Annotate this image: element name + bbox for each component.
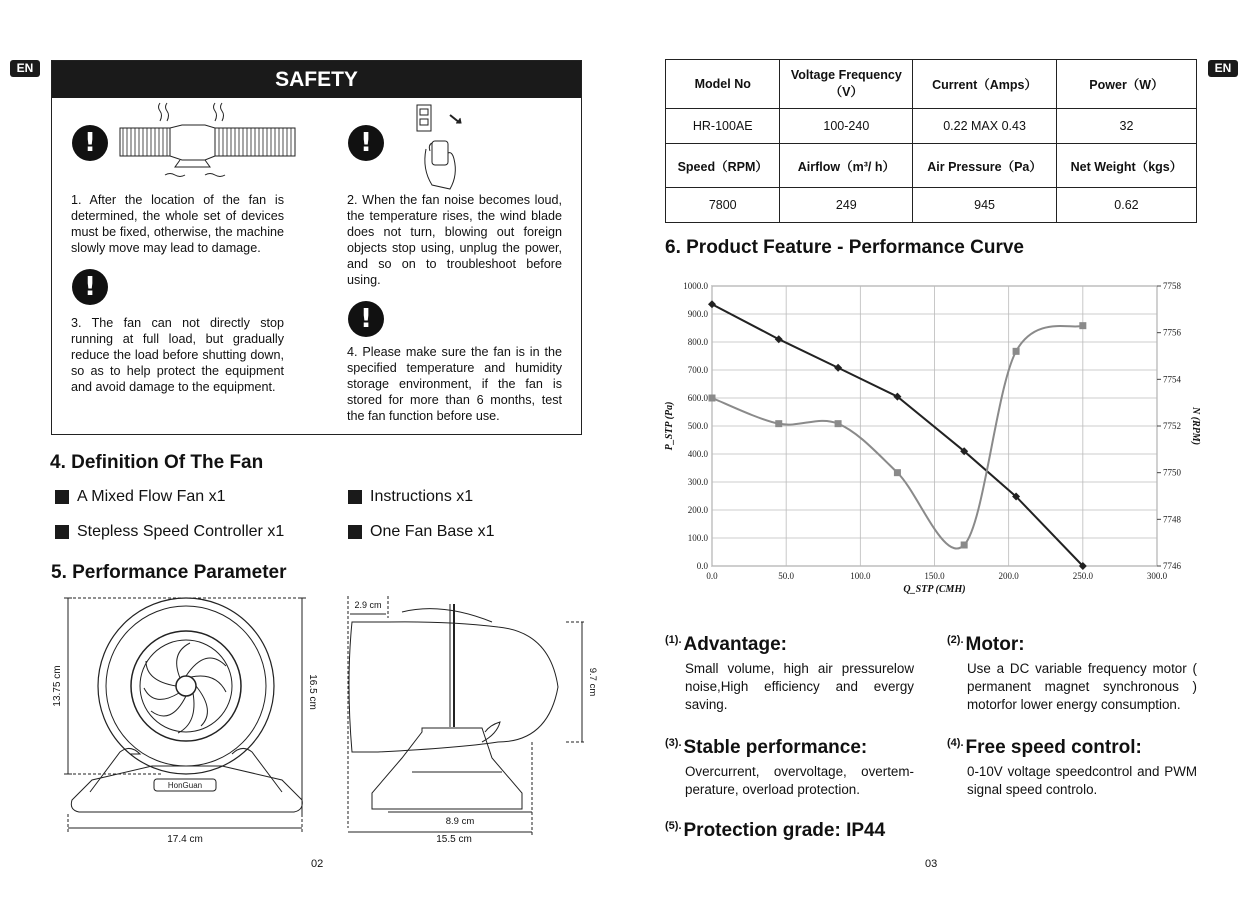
y2-tick-label: 7752 bbox=[1163, 421, 1181, 431]
data-point bbox=[834, 364, 842, 372]
x-tick-label: 50.0 bbox=[778, 571, 795, 581]
performance-curve-chart bbox=[660, 276, 1200, 606]
definition-item: A Mixed Flow Fan x1 bbox=[55, 488, 226, 506]
x-tick-label: 150.0 bbox=[924, 571, 945, 581]
warning-icon: ! bbox=[72, 269, 108, 305]
svg-text:2.9 cm: 2.9 cm bbox=[354, 600, 382, 610]
svg-text:8.9 cm: 8.9 cm bbox=[445, 816, 475, 827]
x-tick-label: 200.0 bbox=[998, 571, 1019, 581]
feature-text-advantage: Small volume, high air pressurelow noise,High efficiency and evergy saving. bbox=[685, 661, 914, 712]
data-point bbox=[775, 420, 782, 427]
warning-icon: ! bbox=[348, 125, 384, 161]
y2-tick-label: 7746 bbox=[1163, 561, 1181, 571]
spec-cell: 0.22 MAX 0.43 bbox=[913, 109, 1057, 144]
series-line bbox=[712, 304, 1083, 566]
feature-title-protection-grade: $^{(5).}$ Protection grade: IP44 bbox=[665, 820, 886, 841]
y-tick-label: 700.0 bbox=[687, 365, 708, 375]
fan-side-view-drawing bbox=[342, 592, 598, 850]
spec-header: Airflow（m³/ h） bbox=[780, 144, 913, 188]
y2-tick-label: 7754 bbox=[1163, 374, 1181, 385]
y2-axis-label: N (RPM) bbox=[1190, 406, 1201, 446]
duct-installation-illustration bbox=[120, 103, 320, 185]
y2-tick-label: 7750 bbox=[1163, 467, 1181, 478]
performance-parameter-title: 5. Performance Parameter bbox=[51, 562, 287, 583]
data-point bbox=[894, 469, 901, 476]
feature-text-stable-performance: Overcurrent, overvoltage, overtem-perature, overload protection. bbox=[685, 764, 914, 797]
feature-text-speed-control: 0-10V voltage speedcontrol and PWM signal speed controlo. bbox=[967, 764, 1197, 797]
x-tick-label: 250.0 bbox=[1072, 571, 1093, 581]
spec-cell: 32 bbox=[1056, 109, 1196, 144]
spec-header: Current（Amps） bbox=[913, 60, 1057, 109]
y-tick-label: 200.0 bbox=[687, 505, 708, 515]
svg-text:9.7 cm: 9.7 cm bbox=[587, 667, 598, 697]
feature-title-motor: $^{(2).}$ Motor: bbox=[947, 634, 1025, 655]
definition-title: 4. Definition Of The Fan bbox=[50, 452, 264, 473]
svg-text:15.5 cm: 15.5 cm bbox=[436, 834, 472, 845]
y-tick-label: 600.0 bbox=[687, 393, 708, 403]
series-line bbox=[712, 326, 1083, 549]
y2-tick-label: 7748 bbox=[1163, 514, 1181, 525]
spec-cell: 945 bbox=[913, 188, 1057, 223]
y-tick-label: 100.0 bbox=[687, 533, 708, 543]
svg-text:17.4 cm: 17.4 cm bbox=[167, 834, 203, 845]
warning-icon: ! bbox=[348, 301, 384, 337]
feature-title-stable-performance: $^{(3).}$ Stable performance: bbox=[665, 737, 868, 758]
performance-curve-title: 6. Product Feature - Performance Curve bbox=[665, 237, 1024, 258]
spec-cell: 0.62 bbox=[1056, 188, 1196, 223]
spec-cell: 249 bbox=[780, 188, 913, 223]
svg-text:16.5 cm: 16.5 cm bbox=[307, 674, 318, 710]
feature-text-motor: Use a DC variable frequency motor ( permanent magnet synchronous ) motorfor lower energy consumption. bbox=[967, 661, 1197, 712]
y-tick-label: 0.0 bbox=[696, 561, 708, 571]
definition-item: Stepless Speed Controller x1 bbox=[55, 523, 284, 541]
x-tick-label: 0.0 bbox=[706, 571, 718, 581]
spec-cell: 100-240 bbox=[780, 109, 913, 144]
y2-tick-label: 7758 bbox=[1163, 281, 1181, 291]
safety-item-2: 2. When the fan noise becomes loud, the temperature rises, the wind blade does not turn, blowing out foreign objects stop using, unplug the power, and so on to troubleshoot before using. bbox=[347, 193, 562, 287]
language-tag-right: EN bbox=[1208, 60, 1238, 77]
language-tag-left: EN bbox=[10, 60, 40, 77]
data-point bbox=[709, 395, 716, 402]
data-point bbox=[961, 542, 968, 549]
spec-header: Power（W） bbox=[1056, 60, 1196, 109]
spec-header: Speed（RPM） bbox=[666, 144, 780, 188]
x-axis-label: Q_STP (CMH) bbox=[903, 584, 966, 595]
y-tick-label: 400.0 bbox=[687, 449, 708, 459]
svg-text:13.75 cm: 13.75 cm bbox=[52, 665, 63, 707]
safety-title: SAFETY bbox=[52, 61, 581, 98]
spec-header: Model No bbox=[666, 60, 780, 109]
feature-title-advantage: $^{(1).}$ Advantage: bbox=[665, 634, 787, 655]
y-tick-label: 1000.0 bbox=[683, 281, 708, 291]
fan-front-view-drawing bbox=[52, 592, 322, 850]
spec-header: Air Pressure（Pa） bbox=[913, 144, 1057, 188]
warning-icon: ! bbox=[72, 125, 108, 161]
y-tick-label: 300.0 bbox=[687, 477, 708, 487]
spec-header: Net Weight（kgs） bbox=[1056, 144, 1196, 188]
unplug-hand-illustration bbox=[412, 101, 472, 193]
y-tick-label: 800.0 bbox=[687, 337, 708, 347]
x-tick-label: 300.0 bbox=[1146, 571, 1168, 581]
page-number-left: 02 bbox=[311, 858, 324, 870]
safety-item-3: 3. The fan can not directly stop running at full load, but gradually reduce the load before shutting down, so as to help protect the equipment and avoid damage to the equipment. bbox=[71, 316, 284, 394]
y-axis-label: P_STP (Pa) bbox=[664, 401, 675, 451]
definition-item: One Fan Base x1 bbox=[348, 523, 495, 541]
feature-title-speed-control: $^{(4).}$ Free speed control: bbox=[947, 737, 1142, 758]
spec-cell: 7800 bbox=[666, 188, 780, 223]
page-number-right: 03 bbox=[925, 858, 938, 870]
y-tick-label: 500.0 bbox=[687, 421, 708, 431]
data-point bbox=[1079, 322, 1086, 329]
svg-text:HonGuan: HonGuan bbox=[167, 781, 203, 790]
y2-tick-label: 7756 bbox=[1163, 327, 1181, 338]
y-tick-label: 900.0 bbox=[687, 309, 708, 319]
definition-item: Instructions x1 bbox=[348, 488, 473, 506]
spec-header: Voltage Frequency（V） bbox=[780, 60, 913, 109]
safety-item-1: 1. After the location of the fan is determined, the whole set of devices must be fixed, otherwise, the machine slowly move may lead to damage. bbox=[71, 193, 284, 255]
spec-cell: HR-100AE bbox=[666, 109, 780, 144]
safety-section bbox=[51, 60, 582, 435]
data-point bbox=[835, 420, 842, 427]
data-point bbox=[708, 300, 716, 308]
data-point bbox=[1013, 348, 1020, 355]
x-tick-label: 100.0 bbox=[850, 571, 871, 581]
safety-item-4: 4. Please make sure the fan is in the specified temperature and humidity storage environment, if the fan is stored for more than 6 months, test the fan function before use. bbox=[347, 345, 562, 423]
spec-table bbox=[665, 59, 1197, 223]
